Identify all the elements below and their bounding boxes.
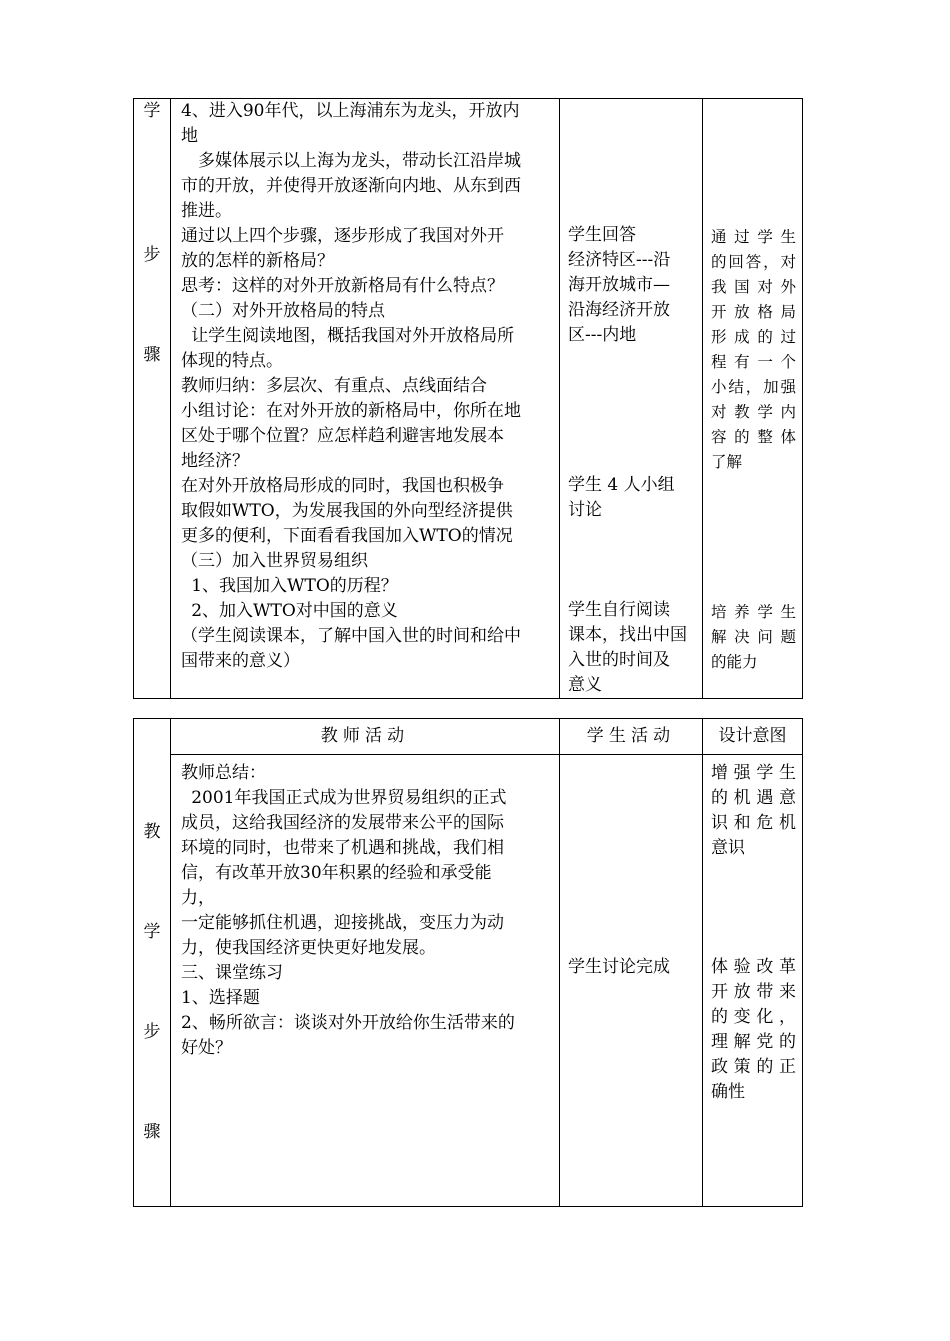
text-line: 入世的时间及 <box>568 650 670 670</box>
lesson-table-2 <box>133 718 803 1207</box>
text-line: （学生阅读课本，了解中国入世的时间和给中 <box>181 626 521 646</box>
step-label-column <box>134 99 171 699</box>
step-char: 骤 <box>143 1122 161 1142</box>
text-line: 一定能够抓住机遇，迎接挑战，变压力为动 <box>181 913 504 933</box>
text-line: 培养学生 <box>711 603 796 621</box>
text-line: 地经济？ <box>181 451 249 471</box>
step-char: 步 <box>143 245 161 265</box>
text-line: 教师总结： <box>181 763 266 783</box>
text-line: 更多的便利，下面看看我国加入WTO的情况 <box>181 526 513 546</box>
teacher-activity-cell <box>171 99 560 699</box>
text-line: 信，有改革开放30年积累的经验和承受能 <box>181 863 492 883</box>
text-line: 成员，这给我国经济的发展带来公平的国际 <box>181 813 504 833</box>
text-line: 通过学生 <box>711 228 796 246</box>
header-teacher-activity: 教师活动 <box>171 719 560 755</box>
text-line: 我国对外 <box>711 278 796 296</box>
step-char: 教 <box>143 822 161 842</box>
text-line: 2001年我国正式成为世界贸易组织的正式 <box>191 788 507 808</box>
text-line: 力， <box>181 888 215 908</box>
text-line: （二）对外开放格局的特点 <box>181 301 385 321</box>
text-line: 容的整体 <box>711 428 796 446</box>
text-line: 2、加入WTO对中国的意义 <box>191 601 398 621</box>
text-line: 程有一个 <box>711 353 796 371</box>
step-char: 学 <box>143 922 161 942</box>
text-line: 4、进入90年代，以上海浦东为龙头，开放内 <box>181 101 520 121</box>
text-line: 学生自行阅读 <box>568 600 670 620</box>
design-intent-cell <box>703 755 803 1207</box>
text-line: 的机遇意 <box>711 788 796 808</box>
text-line: 取假如WTO，为发展我国的外向型经济提供 <box>181 501 513 521</box>
text-line: 区处于哪个位置？应怎样趋利避害地发展本 <box>181 426 504 446</box>
header-design-intent: 设计意图 <box>703 719 803 755</box>
text-line: 环境的同时，也带来了机遇和挑战，我们相 <box>181 838 504 858</box>
text-line: 意义 <box>568 675 602 695</box>
text-line: 开放格局 <box>711 303 796 321</box>
text-line: 的能力 <box>711 653 758 671</box>
lesson-table-1 <box>133 98 803 699</box>
text-line: 教师归纳：多层次、有重点、点线面结合 <box>181 376 487 396</box>
text-line: 2、畅所欲言：谈谈对外开放给你生活带来的 <box>181 1013 515 1033</box>
text-line: 国带来的意义） <box>181 651 300 671</box>
text-line: （三）加入世界贸易组织 <box>181 551 368 571</box>
text-line: 课本，找出中国 <box>568 625 687 645</box>
step-char: 骤 <box>143 345 161 365</box>
text-line: 1、选择题 <box>181 988 260 1008</box>
text-line: 讨论 <box>568 500 602 520</box>
text-line: 识和危机 <box>711 813 796 833</box>
text-line: 了解 <box>711 453 743 471</box>
text-line: 意识 <box>711 838 745 858</box>
student-activity-cell <box>560 99 703 699</box>
text-line: 学生回答 <box>568 225 636 245</box>
text-line: 沿海经济开放 <box>568 300 670 320</box>
text-line: 增强学生 <box>711 763 796 783</box>
text-line: 三、课堂练习 <box>181 963 283 983</box>
text-line: 确性 <box>711 1082 745 1102</box>
step-label-column <box>134 719 171 1207</box>
text-line: 形成的过 <box>711 328 796 346</box>
text-line: 多媒体展示以上海为龙头，带动长江沿岸城 <box>198 151 521 171</box>
text-line: 放的怎样的新格局？ <box>181 251 334 271</box>
teacher-activity-cell <box>171 755 560 1207</box>
step-char: 学 <box>143 101 161 121</box>
text-line: 地 <box>181 126 198 146</box>
text-line: 理解党的 <box>711 1032 796 1052</box>
text-line: 解决问题 <box>711 628 796 646</box>
text-line: 开放带来 <box>711 982 796 1002</box>
text-line: 力，使我国经济更快更好地发展。 <box>181 938 436 958</box>
text-line: 思考：这样的对外开放新格局有什么特点？ <box>181 276 504 296</box>
text-line: 市的开放，并使得开放逐渐向内地、从东到西 <box>181 176 521 196</box>
text-line: 推进。 <box>181 201 232 221</box>
text-line: 海开放城市— <box>568 275 670 295</box>
text-line: 政策的正 <box>711 1057 796 1077</box>
text-line: 学生讨论完成 <box>568 957 670 977</box>
text-line: 在对外开放格局形成的同时，我国也积极争 <box>181 476 504 496</box>
text-line: 的回答，对 <box>711 253 796 271</box>
student-activity-cell <box>560 755 703 1207</box>
text-line: 体现的特点。 <box>181 351 283 371</box>
text-line: 对教学内 <box>711 403 796 421</box>
header-student-activity: 学生活动 <box>560 719 703 755</box>
text-line: 好处？ <box>181 1038 232 1058</box>
text-line: 1、我国加入WTO的历程？ <box>191 576 398 596</box>
step-char: 步 <box>143 1022 161 1042</box>
text-line: 小组讨论：在对外开放的新格局中，你所在地 <box>181 401 521 421</box>
design-intent-cell <box>703 99 803 699</box>
text-line: 体验改革 <box>711 957 796 977</box>
text-line: 经济特区---沿 <box>568 250 671 270</box>
text-line: 区---内地 <box>568 325 637 345</box>
text-line: 学生 4 人小组 <box>568 475 675 495</box>
text-line: 让学生阅读地图，概括我国对外开放格局所 <box>191 326 515 346</box>
text-line: 小结，加强 <box>711 378 796 396</box>
text-line: 的变化， <box>711 1007 796 1027</box>
text-line: 通过以上四个步骤，逐步形成了我国对外开 <box>181 226 504 246</box>
